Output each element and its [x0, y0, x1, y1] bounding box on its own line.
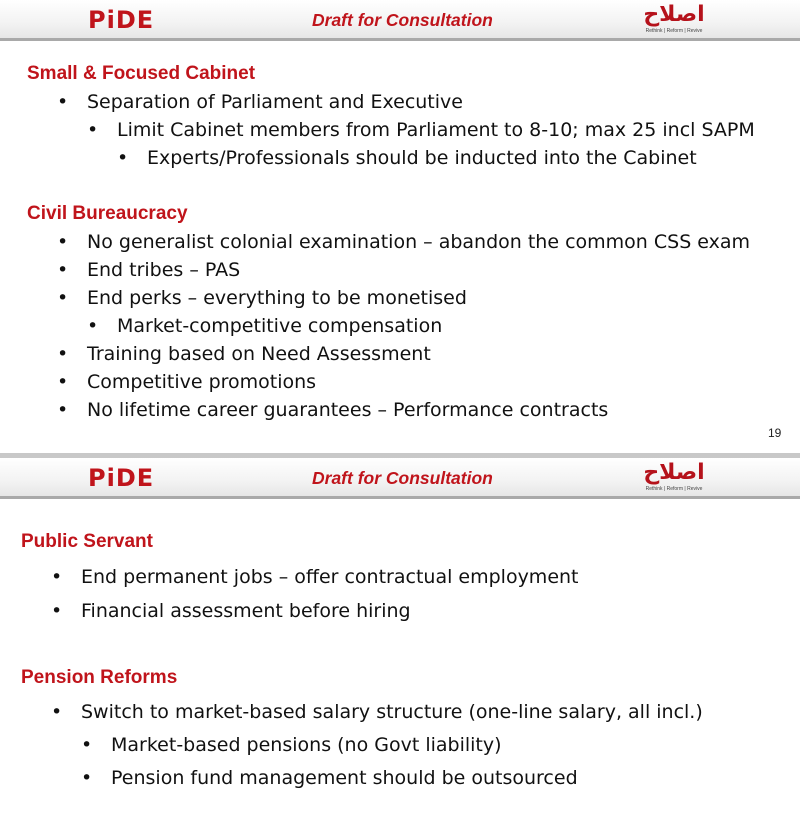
bullet-item [57, 231, 751, 253]
draft-label: Draft for Consultation [312, 10, 493, 30]
bullet-dot: • [57, 287, 69, 309]
bullet-dot: • [57, 231, 69, 253]
islah-logo-text: اصلاح [643, 460, 705, 485]
bullet-text: Experts/Professionals should be inducted into the Cabinet [147, 147, 697, 169]
bullet-item [57, 343, 431, 365]
bullet-dot: • [57, 371, 69, 393]
bullet-item [57, 287, 467, 309]
bullet-text: Pension fund management should be outsourced [111, 767, 578, 789]
bullet-dot: • [57, 91, 69, 113]
bullet-dot: • [81, 767, 93, 789]
islah-logo [632, 2, 716, 36]
bullet-dot: • [57, 399, 69, 421]
bullet-text: Separation of Parliament and Executive [87, 91, 463, 113]
bullet-dot: • [51, 566, 63, 588]
bullet-text: Market-competitive compensation [117, 315, 443, 337]
pide-logo [88, 5, 154, 35]
bullet-dot: • [117, 147, 129, 169]
slide-20 [0, 458, 800, 817]
draft-label: Draft for Consultation [312, 468, 493, 488]
section-title: Civil Bureaucracy [27, 203, 188, 224]
pide-logo [88, 463, 154, 493]
bullet-dot: • [57, 343, 69, 365]
sub-bullet-item [81, 767, 578, 789]
bullet-text: Competitive promotions [87, 371, 317, 393]
islah-logo-text: اصلاح [643, 2, 705, 27]
islah-tagline: Rethink | Reform | Revive [645, 28, 703, 34]
bullet-item [51, 600, 411, 622]
pide-logo-text: PiDE [88, 464, 155, 492]
bullet-item [51, 566, 579, 588]
bullet-dot: • [51, 600, 63, 622]
bullet-text: End permanent jobs – offer contractual employment [81, 566, 579, 588]
bullet-text: Limit Cabinet members from Parliament to 8-10; max 25 incl SAPM [117, 119, 755, 141]
bullet-dot: • [51, 701, 63, 723]
bullet-dot: • [57, 259, 69, 281]
bullet-text: Financial assessment before hiring [81, 600, 411, 622]
bullet-dot: • [87, 315, 99, 337]
sub-bullet-item [87, 119, 755, 141]
sub-bullet-item [87, 315, 443, 337]
islah-logo [632, 460, 716, 494]
bullet-text: End tribes – PAS [87, 259, 241, 281]
section-title: Public Servant [21, 531, 153, 552]
section-title: Pension Reforms [21, 667, 178, 688]
pide-logo-text: PiDE [88, 6, 155, 34]
slide-header [0, 0, 800, 38]
page-number: 19 [768, 426, 782, 440]
bullet-text: Training based on Need Assessment [87, 343, 431, 365]
bullet-text: No generalist colonial examination – abandon the common CSS exam [87, 231, 751, 253]
bullet-dot: • [87, 119, 99, 141]
bullet-dot: • [81, 734, 93, 756]
bullet-item [57, 259, 241, 281]
section-title: Small & Focused Cabinet [27, 63, 256, 84]
bullet-item [57, 399, 609, 421]
sub-sub-bullet-item [117, 147, 697, 169]
bullet-item [57, 91, 463, 113]
header-divider [0, 496, 800, 499]
sub-bullet-item [81, 734, 502, 756]
bullet-text: Switch to market-based salary structure (one-line salary, all incl.) [81, 701, 703, 723]
slide-header [0, 458, 800, 496]
bullet-text: Market-based pensions (no Govt liability) [111, 734, 502, 756]
islah-tagline: Rethink | Reform | Revive [645, 486, 703, 492]
bullet-item [57, 371, 317, 393]
header-divider [0, 38, 800, 41]
bullet-item [51, 701, 703, 723]
bullet-text: No lifetime career guarantees – Performance contracts [87, 399, 609, 421]
bullet-text: End perks – everything to be monetised [87, 287, 467, 309]
